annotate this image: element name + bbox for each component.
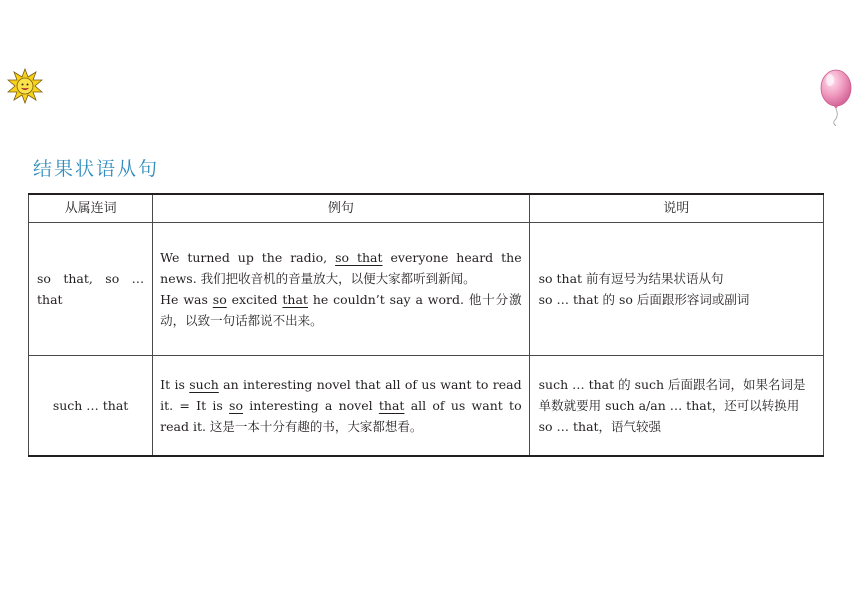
table-row: [29, 356, 824, 457]
example-cell: [153, 356, 529, 457]
example-text: everyone heard the news. 我们把收音机的音量放大，以便大家都听到新闻。: [160, 250, 522, 286]
underlined-keyword: that: [378, 398, 405, 413]
example-text: It is: [160, 377, 190, 392]
example-text: excited: [226, 292, 283, 307]
note-cell: such … that 的 such 后面跟名词，如果名词是单数就要用 such a/an … that，还可以转换用 so … that，语气较强: [529, 356, 823, 457]
sun-flower-icon: [7, 68, 43, 104]
section-title: 结果状语从句: [33, 158, 160, 180]
example-text: We turned up the radio,: [160, 250, 336, 265]
note-cell: [529, 223, 823, 356]
underlined-keyword: so that: [335, 250, 383, 265]
underlined-keyword: such: [189, 377, 219, 392]
note-line: so that 前有逗号为结果状语从句: [538, 271, 724, 286]
header-conjunction: 从属连词: [29, 194, 153, 223]
underlined-keyword: so: [229, 398, 243, 413]
example-cell: [153, 223, 529, 356]
example-text: all of us want to read it. 这是一本十分有趣的书，大家都想看。: [160, 398, 522, 434]
example-text: an interesting novel that all of us want to read it. = It is: [160, 377, 522, 413]
pink-balloon-icon: [816, 66, 856, 126]
underlined-keyword: that: [282, 292, 308, 307]
conjunction-cell: so that, so … that: [29, 223, 153, 356]
example-text: He was: [160, 292, 213, 307]
grammar-table: [28, 193, 824, 457]
table-row: [29, 223, 824, 356]
example-text: interesting a novel: [243, 398, 379, 413]
table-header-row: [29, 194, 824, 223]
header-example: 例句: [153, 194, 529, 223]
note-line: so … that 的 so 后面跟形容词或副词: [538, 292, 750, 307]
header-note: 说明: [529, 194, 823, 223]
conjunction-cell: such … that: [29, 356, 153, 457]
underlined-keyword: so: [212, 292, 227, 307]
example-text: he couldn’t say a word. 他十分激动，以致一句话都说不出来。: [160, 292, 522, 328]
